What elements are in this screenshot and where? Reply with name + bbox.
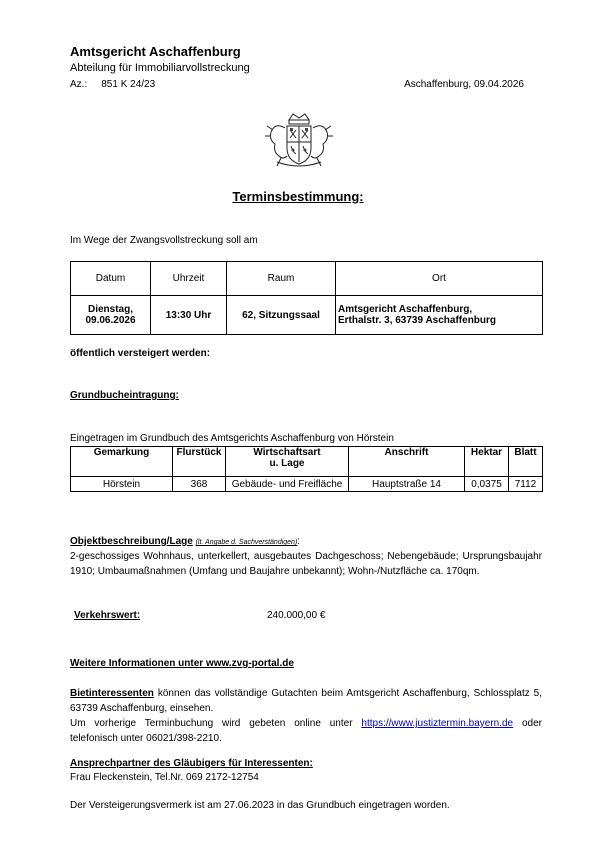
more-info-link[interactable]: Weitere Informationen unter www.zvg-portal.de bbox=[70, 658, 294, 669]
file-number-label: Az.: bbox=[70, 79, 88, 90]
header-wirtschaftsart-line1: Wirtschaftsart bbox=[253, 447, 321, 458]
cell-flurstueck: 368 bbox=[173, 477, 226, 492]
appointment-date bbox=[71, 296, 151, 335]
header-room: Raum bbox=[227, 262, 336, 296]
table-row bbox=[71, 477, 543, 492]
bidders-text: können das vollständige Gutachten beim Amtsgericht Aschaffenburg, Schlossplatz 5, 63739 Aschaffenburg, einsehen. bbox=[70, 688, 542, 714]
bidders-paragraph bbox=[70, 686, 542, 746]
object-description: 2-geschossiges Wohnhaus, unterkellert, ausgebautes Dachgeschoss; Nebengebäude; Ursprungsbaujahr 1910; Umbaumaßnahmen (Umfang und Baujahre unbekannt); Wohn-/Nutzfläche ca. 170qm. bbox=[70, 551, 542, 577]
market-value-label: Verkehrswert: bbox=[74, 610, 141, 621]
land-register-table bbox=[70, 446, 543, 492]
market-value: 240.000,00 € bbox=[267, 610, 326, 621]
header-time: Uhrzeit bbox=[151, 262, 227, 296]
place-address: Erthalstr. 3, 63739 Aschaffenburg bbox=[338, 315, 497, 326]
header-gemarkung: Gemarkung bbox=[71, 447, 173, 477]
header-date: Datum bbox=[71, 262, 151, 296]
cell-blatt: 7112 bbox=[509, 477, 543, 492]
date-value: 09.06.2026 bbox=[85, 315, 136, 326]
auction-statement: öffentlich versteigert werden: bbox=[70, 348, 211, 359]
object-label: Objektbeschreibung/Lage bbox=[70, 536, 193, 547]
court-name: Amtsgericht Aschaffenburg bbox=[70, 44, 241, 59]
booking-link[interactable]: https://www.justiztermin.bayern.de bbox=[361, 718, 514, 729]
contact-heading: Ansprechpartner des Gläubigers für Interessenten: bbox=[70, 758, 313, 769]
header-wirtschaftsart-line2: u. Lage bbox=[269, 458, 305, 469]
cell-hektar: 0,0375 bbox=[465, 477, 509, 492]
date-weekday: Dienstag, bbox=[87, 304, 133, 315]
appointment-place bbox=[336, 296, 543, 335]
header-anschrift: Anschrift bbox=[349, 447, 465, 477]
file-number bbox=[70, 79, 155, 90]
cell-anschrift: Hauptstraße 14 bbox=[349, 477, 465, 492]
appointment-time: 13:30 Uhr bbox=[151, 296, 227, 335]
header-hektar: Hektar bbox=[465, 447, 509, 477]
object-note: (lt. Angabe d. Sachverständigen) bbox=[195, 539, 298, 546]
file-number-value: 851 K 24/23 bbox=[101, 79, 156, 90]
registration-note: Der Versteigerungsvermerk ist am 27.06.2023 in das Grundbuch eingetragen worden. bbox=[70, 800, 450, 811]
appointment-table bbox=[70, 261, 543, 335]
department: Abteilung für Immobiliarvollstreckung bbox=[70, 62, 250, 74]
header-blatt: Blatt bbox=[509, 447, 543, 477]
table-row bbox=[71, 262, 543, 296]
coat-of-arms-icon bbox=[263, 112, 335, 172]
land-register-heading: Grundbucheintragung: bbox=[70, 390, 179, 401]
land-register-line: Eingetragen im Grundbuch des Amtsgerichts Aschaffenburg von Hörstein bbox=[70, 433, 394, 444]
header-flurstueck: Flurstück bbox=[173, 447, 226, 477]
place-date: Aschaffenburg, 09.04.2026 bbox=[404, 79, 524, 90]
booking-text: Um vorherige Terminbuchung wird gebeten online unter bbox=[70, 718, 362, 729]
intro-text: Im Wege der Zwangsvollstreckung soll am bbox=[70, 235, 258, 246]
page-title: Terminsbestimmung: bbox=[232, 189, 364, 204]
place-court: Amtsgericht Aschaffenburg, bbox=[338, 304, 473, 315]
object-heading bbox=[70, 536, 300, 547]
contact-value: Frau Fleckenstein, Tel.Nr. 069 2172-12754 bbox=[70, 772, 259, 783]
cell-gemarkung: Hörstein bbox=[71, 477, 173, 492]
table-row bbox=[71, 296, 543, 335]
cell-wirtschaftsart: Gebäude- und Freifläche bbox=[226, 477, 349, 492]
header-wirtschaftsart bbox=[226, 447, 349, 477]
header-place: Ort bbox=[336, 262, 543, 296]
appointment-room: 62, Sitzungssaal bbox=[227, 296, 336, 335]
bidders-label: Bietinteressenten bbox=[70, 688, 154, 699]
booking-phone: oder telefonisch unter 06021/398-2210. bbox=[70, 718, 542, 744]
table-row bbox=[71, 447, 543, 477]
object-colon: : bbox=[297, 536, 301, 547]
